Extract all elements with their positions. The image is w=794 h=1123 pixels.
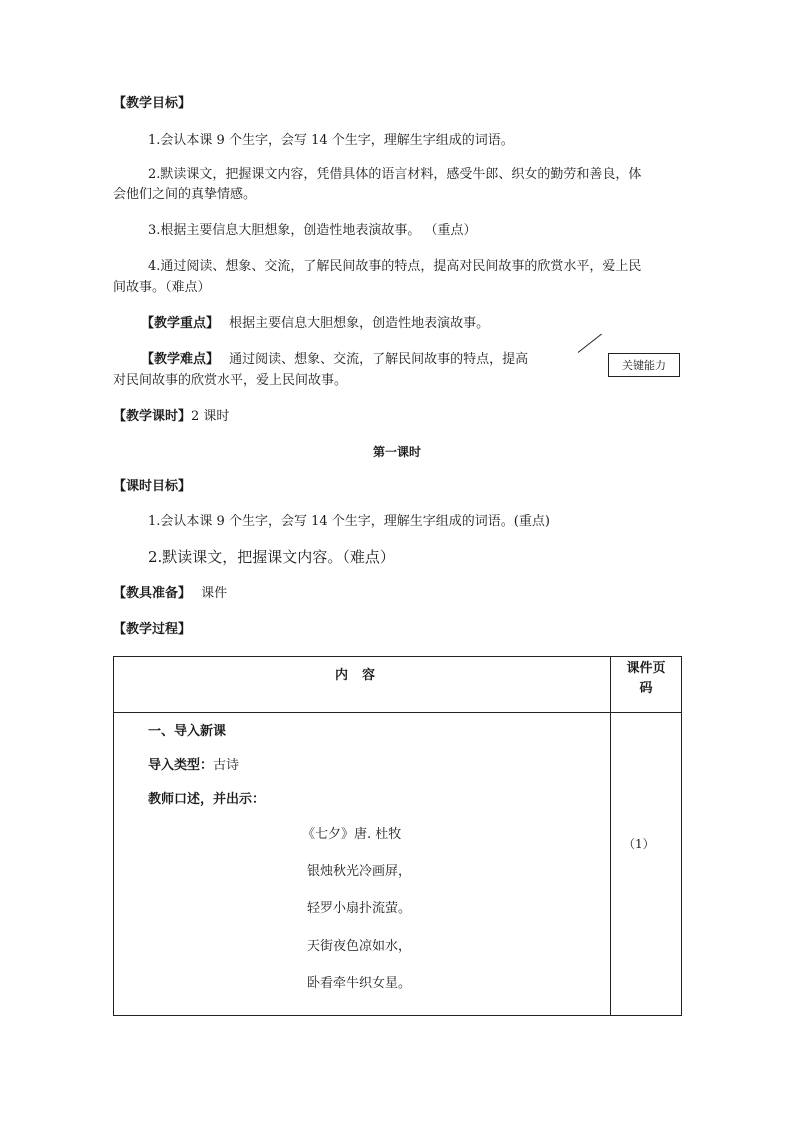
periods — [113, 408, 229, 426]
poem-line-3: 天街夜色凉如水， — [307, 939, 412, 954]
objective-2-cont: 会他们之间的真挚情感。 — [113, 187, 257, 202]
key-point-text: 根据主要信息大胆想象，创造性地表演故事。 — [229, 316, 490, 331]
objectives-heading: 【教学目标】 — [113, 96, 192, 111]
intro-type-value: 古诗 — [213, 758, 240, 773]
difficulty-label: 【教学难点】 — [141, 352, 220, 367]
header-page-line1: 课件页 — [626, 661, 666, 676]
process-heading: 【教学过程】 — [113, 622, 192, 637]
header-page-line2: 码 — [639, 681, 653, 696]
poem-line-2: 轻罗小扇扑流萤。 — [307, 901, 412, 916]
difficulty-text: 通过阅读、想象、交流，了解民间故事的特点，提高 — [229, 352, 529, 367]
poem-line-4: 卧看牵牛织女星。 — [307, 976, 412, 991]
periods-value: 2 课时 — [191, 409, 230, 424]
header-page — [611, 657, 682, 713]
teacher-say: 教师口述，并出示： — [148, 792, 266, 807]
materials-value: 课件 — [201, 586, 228, 601]
callout-line — [578, 334, 602, 353]
intro-type — [148, 757, 239, 775]
header-content: 内容 — [114, 657, 611, 713]
objective-4-cont: 间故事。（难点） — [113, 280, 211, 295]
process-table — [113, 656, 682, 1016]
page-ref-cell — [611, 713, 682, 1016]
key-point — [141, 315, 489, 333]
key-point-label: 【教学重点】 — [141, 316, 220, 331]
lesson-content-cell — [114, 713, 611, 1016]
difficulty — [141, 351, 528, 369]
objective-4: 4.通过阅读、想象、交流，了解民间故事的特点，提高对民间故事的欣赏水平，爱上民 — [148, 259, 642, 274]
objective-2: 2.默读课文，把握课文内容，凭借具体的语言材料，感受牛郎、织女的勤劳和善良，体 — [148, 167, 642, 182]
section-title: 一、导入新课 — [148, 724, 227, 739]
page-ref: （1） — [623, 837, 655, 851]
periods-label: 【教学课时】 — [113, 409, 192, 424]
table-header-row — [114, 657, 682, 713]
key-ability-tag: 关键能力 — [608, 353, 680, 377]
period-goal-2: 2.默读课文，把握课文内容。（难点） — [148, 548, 395, 566]
lesson-title: 第一课时 — [372, 445, 421, 459]
poem-line-1: 银烛秋光冷画屏， — [307, 864, 412, 879]
materials-label: 【教具准备】 — [113, 586, 192, 601]
difficulty-text-cont: 对民间故事的欣赏水平，爱上民间故事。 — [113, 373, 348, 388]
intro-type-label: 导入类型： — [148, 758, 214, 773]
period-goal-1: 1.会认本课 9 个生字，会写 14 个生字，理解生字组成的词语。(重点) — [148, 514, 550, 529]
materials — [113, 585, 227, 603]
poem-title: 《七夕》唐. 杜牧 — [302, 827, 402, 842]
table-row — [114, 713, 682, 1016]
objective-1: 1.会认本课 9 个生字，会写 14 个生字，理解生字组成的词语。 — [148, 133, 514, 148]
period-goals-heading: 【课时目标】 — [113, 479, 192, 494]
objective-3: 3.根据主要信息大胆想象，创造性地表演故事。 （重点） — [148, 223, 477, 238]
